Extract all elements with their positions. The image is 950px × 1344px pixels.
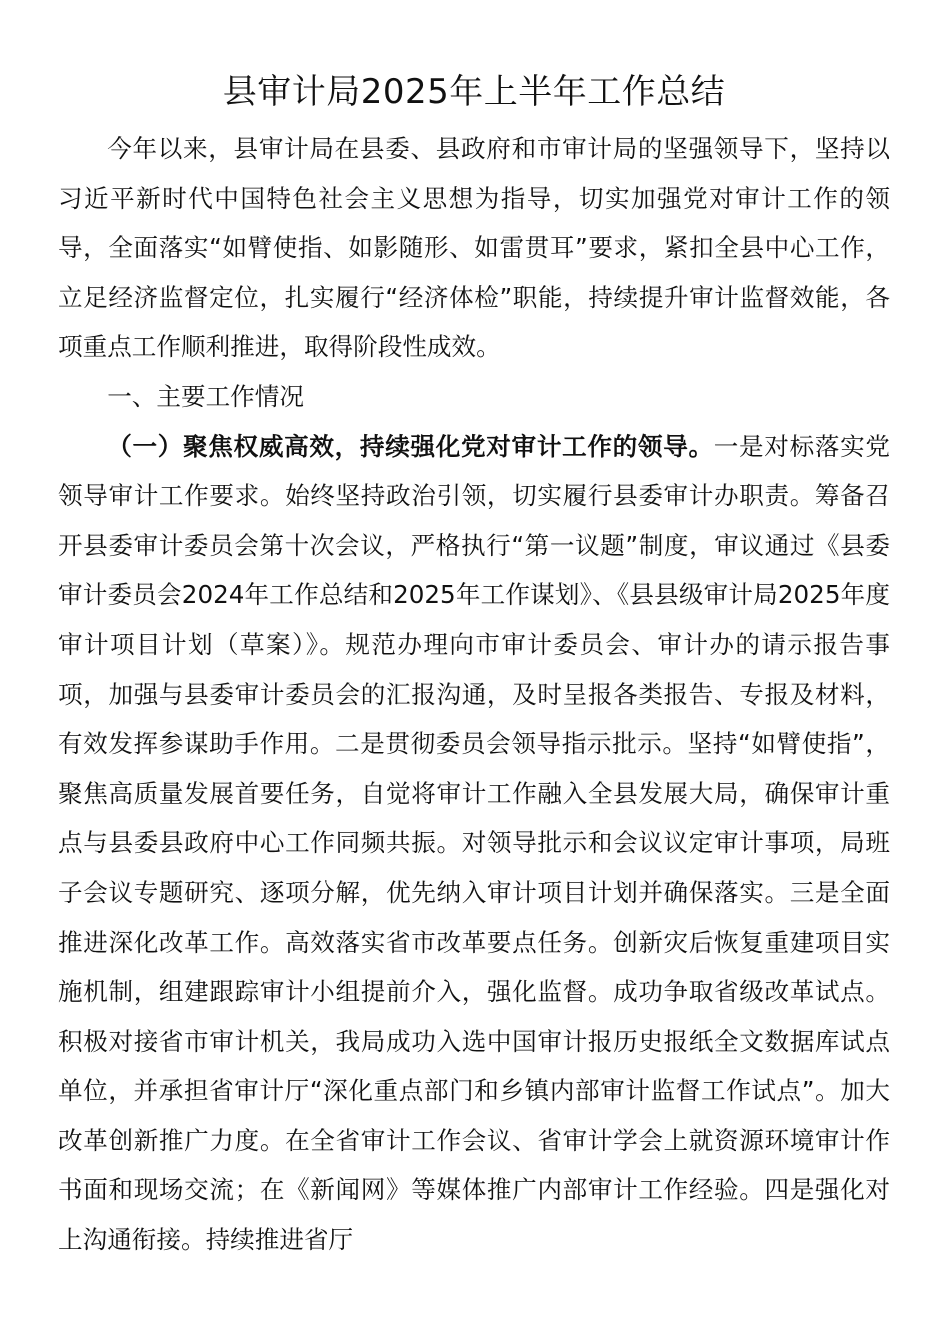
- intro-paragraph: 今年以来，县审计局在县委、县政府和市审计局的坚强领导下，坚持以习近平新时代中国特色社会主义思想为指导，切实加强党对审计工作的领导，全面落实“如臂使指、如影随形、如雷贯耳”要求，紧扣全县中心工作，立足经济监督定位，扎实履行“经济体检”职能，持续提升审计监督效能，各项重点工作顺利推进，取得阶段性成效。: [58, 134, 890, 362]
- subsection-body-text: 一是对标落实党领导审计工作要求。始终坚持政治引领，切实履行县委审计办职责。筹备召开县委审计委员会第十次会议，严格执行“第一议题”制度，审议通过《县委审计委员会2024年工作总结和2025年工作谋划》、《县县级审计局2025年度审计项目计划（草案）》。规范办理向市审计委员会、审计办的请示报告事项，加强与县委审计委员会的汇报沟通，及时呈报各类报告、专报及材料，有效发挥参谋助手作用。二是贯彻委员会领导指示批示。坚持“如臂使指”，聚焦高质量发展首要任务，自觉将审计工作融入全县发展大局，确保审计重点与县委县政府中心工作同频共振。对领导批示和会议议定审计事项，局班子会议专题研究、逐项分解，优先纳入审计项目计划并确保落实。三是全面推进深化改革工作。高效落实省市改革要点任务。创新灾后恢复重建项目实施机制，组建跟踪审计小组提前介入，强化监督。成功争取省级改革试点。积极对接省市审计机关，我局成功入选中国审计报历史报纸全文数据库试点单位，并承担省审计厅“深化重点部门和乡镇内部审计监督工作试点”。加大改革创新推广力度。在全省审计工作会议、省审计学会上就资源环境审计作书面和现场交流；在《新闻网》等媒体推广内部审计工作经验。四是强化对上沟通衔接。持续推进省厅: [58, 431, 890, 1255]
- document-page: [58, 64, 890, 1265]
- section-heading-main-work: 一、主要工作情况: [107, 381, 304, 411]
- subsection-lead-heading: （一）聚焦权威高效，持续强化党对审计工作的领导。: [107, 431, 714, 461]
- document-title: 县审计局2025年上半年工作总结: [222, 72, 726, 112]
- subsection-paragraph-party-leadership: [58, 422, 890, 1265]
